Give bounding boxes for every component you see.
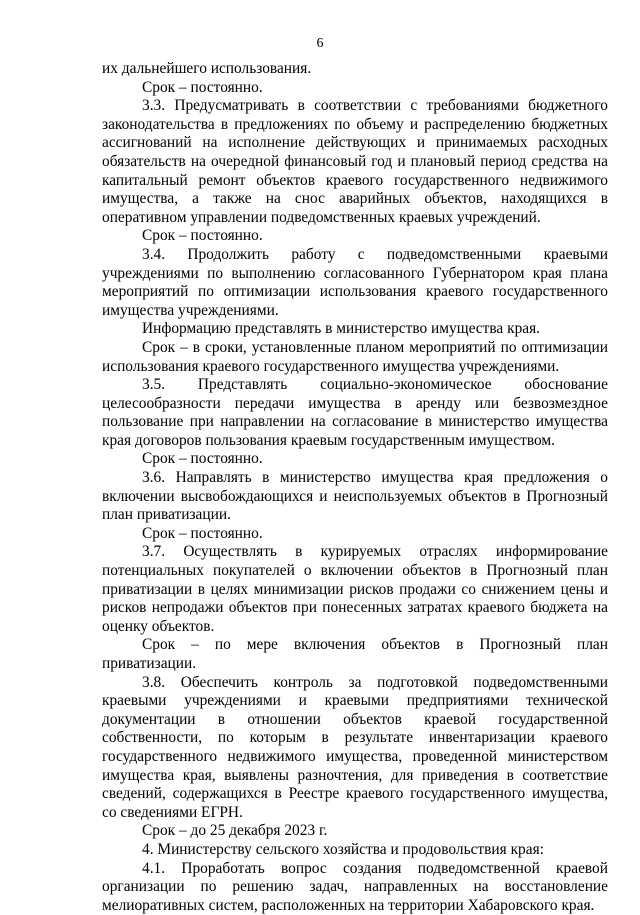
- paragraph-continuation: их дальнейшего использования.: [102, 60, 312, 77]
- paragraph-deadline: Срок – постоянно.: [142, 227, 263, 245]
- page-number: 6: [316, 36, 324, 51]
- paragraph-deadline: Срок – до 25 декабря 2023 г.: [142, 822, 328, 840]
- paragraph-info: Информацию представлять в министерство имущества края.: [142, 320, 541, 338]
- paragraph-3-6: 3.6. Направлять в министерство имущества края предложения о включении высвобождающихся и неиспользуемых объектов в Прогнозный план приватизации.: [102, 469, 608, 524]
- paragraph-3-4: 3.4. Продолжить работу с подведомственными краевыми учреждениями по выполнению согласованного Губернатором края плана мероприятий по оптимизации использования краевого государственного имущества учреждениями.: [102, 245, 608, 319]
- paragraph-4-1: 4.1. Проработать вопрос создания подведомственной краевой организации по решению задач, направленных на восстановление мелиоративных систем, расположенных на территории Хабаровского края.: [102, 859, 608, 914]
- paragraph-deadline: Срок – в сроки, установленные планом мероприятий по оптимизации использования краевого государственного имущества учреждениями.: [102, 338, 608, 375]
- paragraph-3-7: 3.7. Осуществлять в курируемых отраслях информирование потенциальных покупателей о включении объектов в Прогнозный план приватизации в целях минимизации рисков продажи со снижением цены и рисков непродажи объектов при понесенных затратах краевого бюджета на оценку объектов.: [102, 543, 608, 635]
- paragraph-3-8: 3.8. Обеспечить контроль за подготовкой подведомственными краевыми учреждениями и краевыми предприятиями технической документации в отношении объектов краевой государственной собственности, по которым в результате инвентаризации краевого государственного недвижимого имущества, проведенной министерством имущества края, выявлены разночтения, для приведения в соответствие сведений, содержащихся в Реестре краевого государственного имущества, со сведениями ЕГРН.: [102, 673, 608, 821]
- paragraph-deadline: Срок – постоянно.: [142, 524, 263, 542]
- paragraph-deadline: Срок – постоянно.: [142, 450, 263, 468]
- paragraph-deadline: Срок – постоянно.: [142, 78, 263, 96]
- paragraph-3-5: 3.5. Представлять социально-экономическое обоснование целесообразности передачи имущества в аренду или безвозмездное пользование при направлении на согласование в министерство имущества края договоров пользования краевым государственным имуществом.: [102, 376, 608, 449]
- paragraph-section-4: 4. Министерству сельского хозяйства и продовольствия края:: [142, 840, 544, 858]
- document-body: [102, 60, 608, 915]
- paragraph-deadline: Срок – по мере включения объектов в Прогнозный план приватизации.: [102, 636, 608, 672]
- paragraph-3-3: 3.3. Предусматривать в соответствии с требованиями бюджетного законодательства в предложениях по объему и распределению бюджетных ассигнований на исполнение действующих и принимаемых расходных обязательств на очередной финансовый год и плановый период средства на капитальный ремонт объектов краевого государственного недвижимого имущества, а также на снос аварийных объектов, находящихся в оперативном управлении подведомственных краевых учреждений.: [102, 97, 608, 226]
